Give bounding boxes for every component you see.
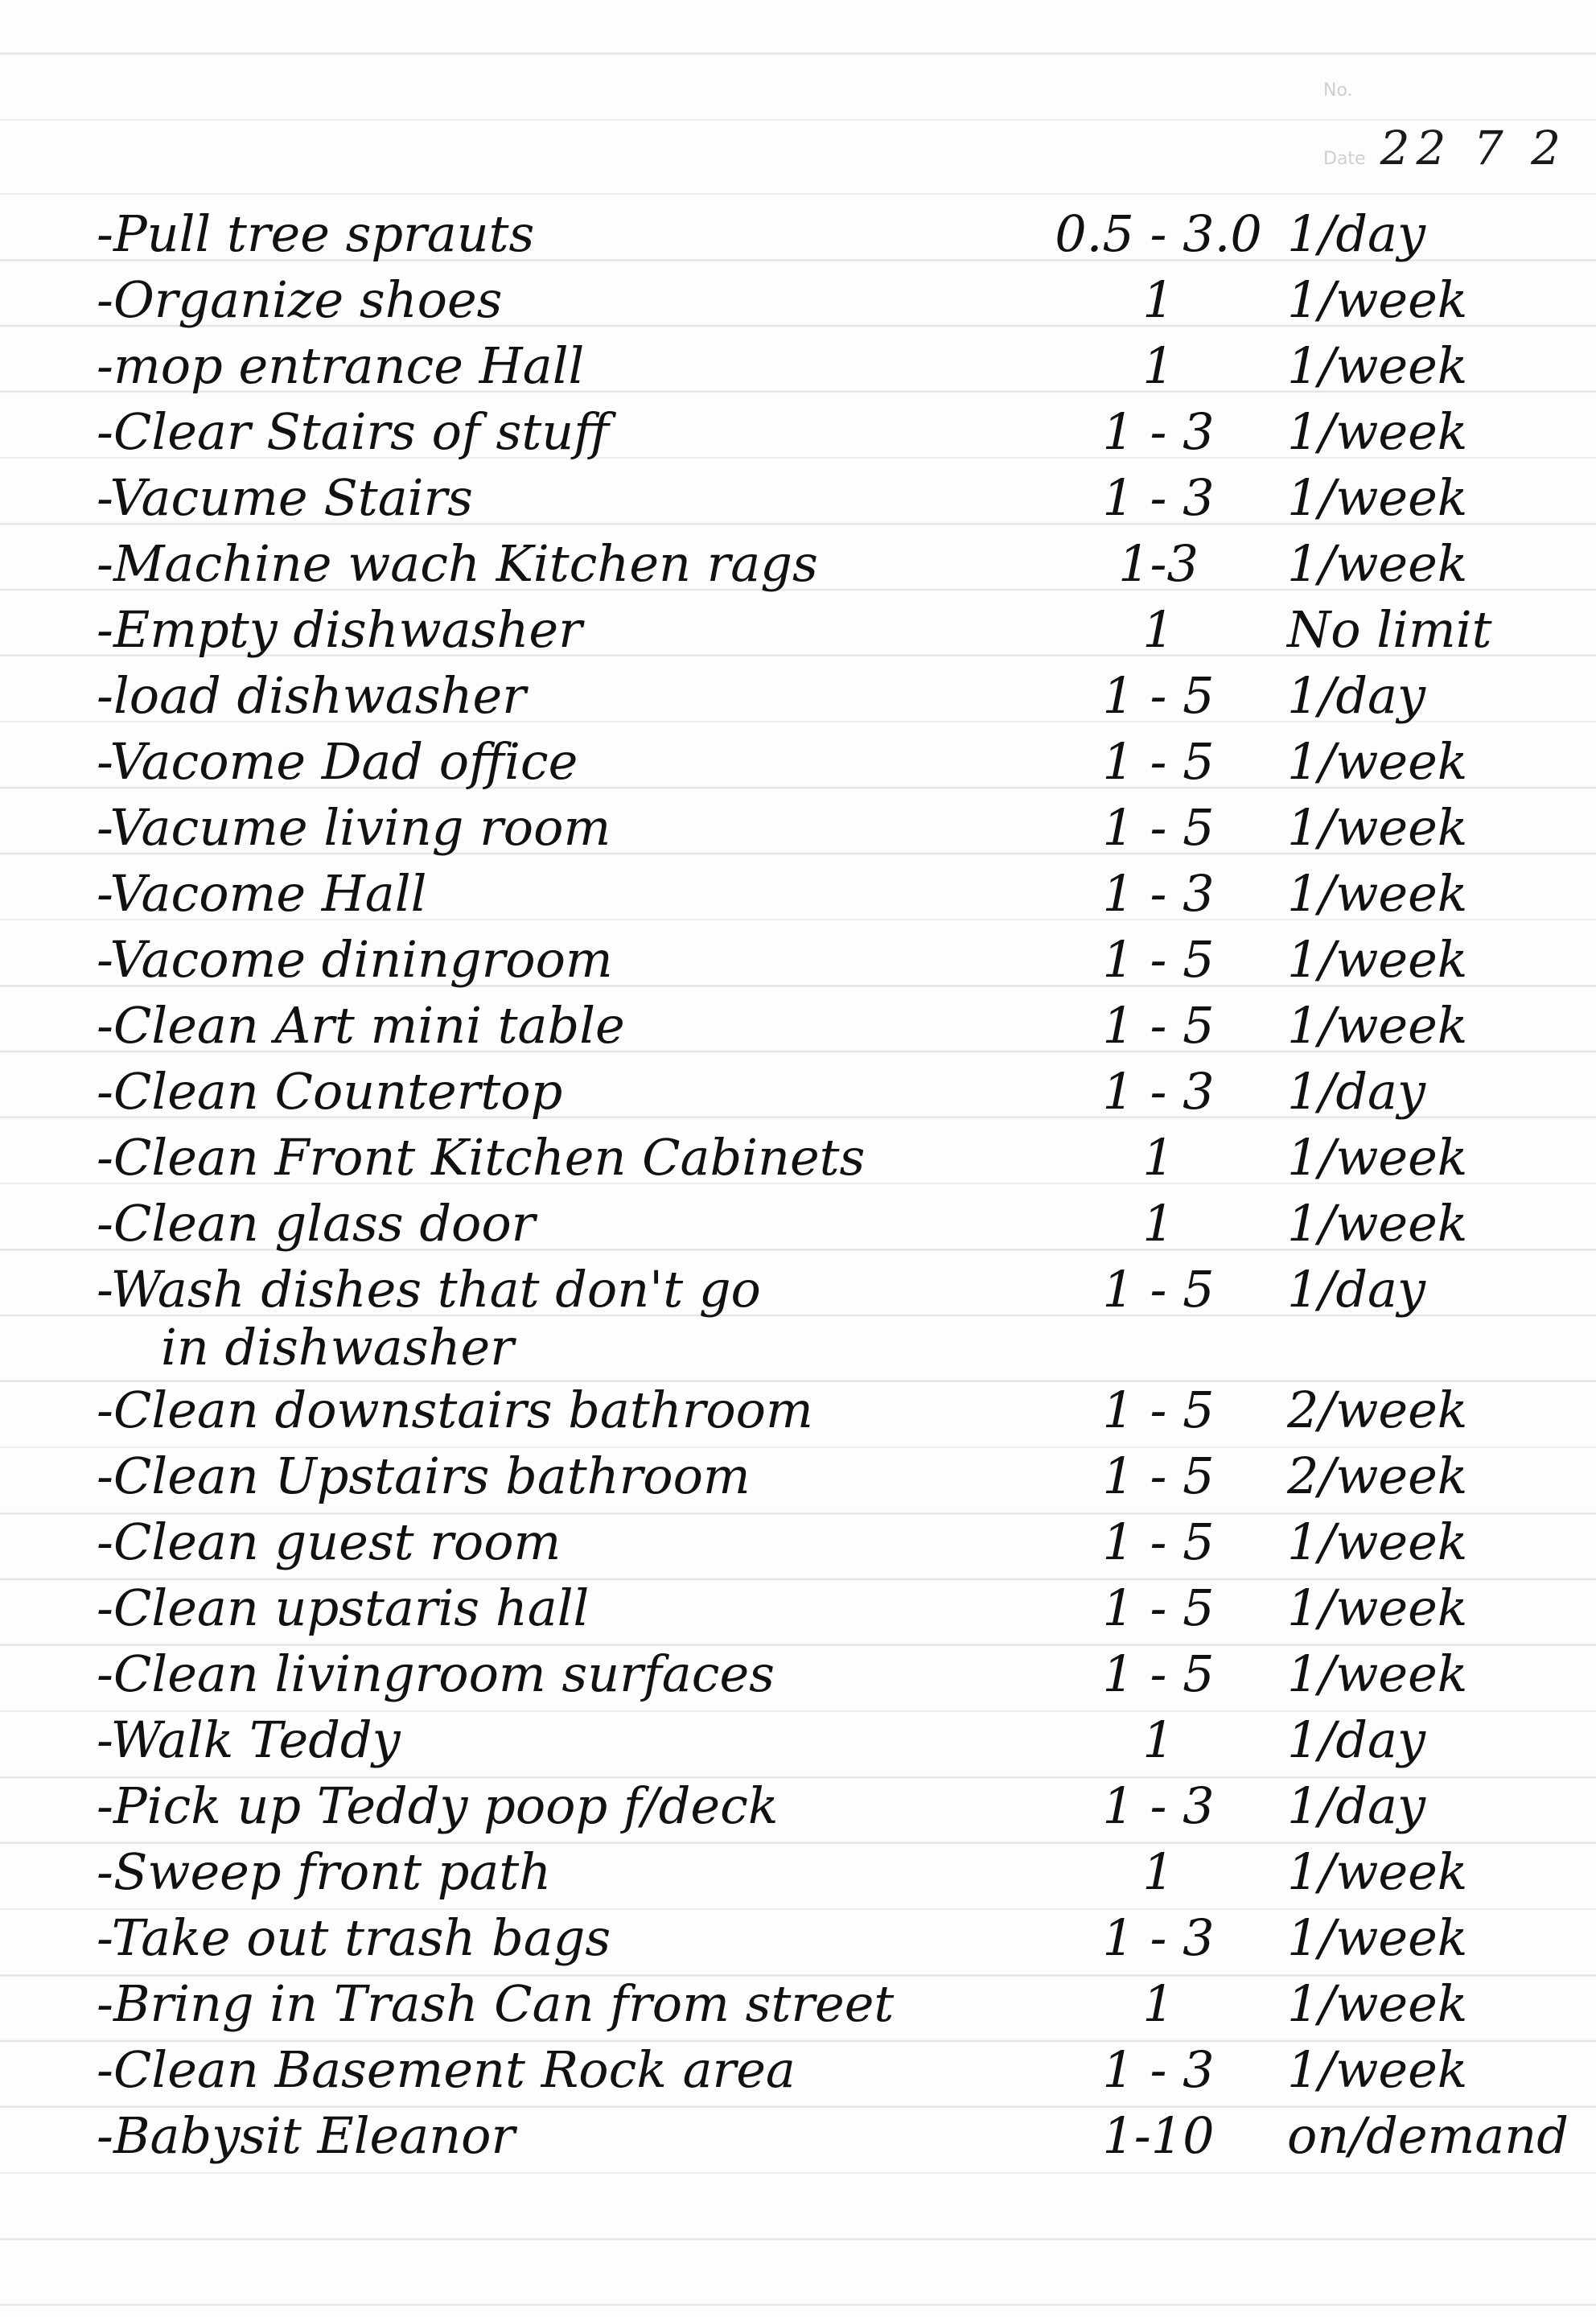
chore-frequency: 1/week <box>1287 270 1468 329</box>
chore-task-continuation: in dishwasher <box>161 1318 514 1377</box>
chore-duration: 0.5 - 3.0 <box>1055 204 1262 263</box>
chore-task <box>97 337 584 395</box>
chore-frequency: 2/week <box>1287 1381 1468 1439</box>
date-field <box>1323 121 1567 175</box>
chore-task-text: -Clean Basement Rock area <box>97 2040 796 2099</box>
chore-row <box>97 1129 1577 1195</box>
chore-frequency: 1/week <box>1287 402 1468 461</box>
chore-duration: 1 - 5 <box>1102 732 1215 791</box>
chore-task-text: -mop entrance Hall <box>97 336 585 395</box>
chore-frequency: 1/week <box>1287 930 1468 989</box>
chore-duration: 1-10 <box>1102 2106 1215 2165</box>
chore-task-text: -Clean Countertop <box>97 1062 563 1121</box>
chore-task <box>97 1063 562 1121</box>
chore-task-text: -Clean Art mini table <box>97 996 625 1055</box>
chore-task <box>97 1909 611 1967</box>
chore-duration: 1 - 5 <box>1102 1644 1215 1703</box>
chore-task-text: -Organize shoes <box>97 270 503 329</box>
chore-row <box>97 535 1577 601</box>
chore-task <box>97 1513 561 1571</box>
chore-task-text: -Vacome Dad office <box>97 732 578 791</box>
chore-frequency: 1/day <box>1287 666 1426 725</box>
chore-row <box>97 931 1577 997</box>
chore-row <box>97 1711 1577 1777</box>
chore-task-text: -Babysit Eleanor <box>97 2106 516 2165</box>
chore-row <box>97 469 1577 535</box>
chore-task-text: -Vacome Hall <box>97 864 427 923</box>
chore-row <box>97 1975 1577 2041</box>
chore-duration: 1 <box>1142 1194 1174 1253</box>
chore-frequency: 1/day <box>1287 1776 1426 1835</box>
chore-duration: 1 <box>1142 600 1174 659</box>
chore-duration: 1 <box>1142 1128 1174 1187</box>
chore-row <box>97 2041 1577 2107</box>
chore-row <box>97 601 1577 667</box>
chore-task-text: -Bring in Trash Can from street <box>97 1974 895 2033</box>
chore-task-text: -Vacume living room <box>97 798 611 857</box>
chore-frequency: 1/day <box>1287 1062 1426 1121</box>
chore-duration: 1 - 3 <box>1102 864 1215 923</box>
chore-frequency: 1/week <box>1287 798 1468 857</box>
chore-row <box>97 667 1577 733</box>
chore-task-text: -Clean Upstairs bathroom <box>97 1447 751 1505</box>
chore-task <box>97 1777 778 1835</box>
chore-task <box>97 1843 551 1901</box>
chore-duration: 1 - 5 <box>1102 798 1215 857</box>
chore-task-text: -Wash dishes that don't go <box>97 1260 761 1319</box>
chore-row <box>97 1579 1577 1645</box>
chore-frequency: 1/week <box>1287 2040 1468 2099</box>
chore-row <box>97 337 1577 403</box>
chore-task <box>97 271 502 329</box>
chore-frequency: 1/week <box>1287 864 1468 923</box>
chore-task <box>97 469 473 527</box>
chore-row <box>97 997 1577 1063</box>
chore-duration: 1 - 3 <box>1102 2040 1215 2099</box>
chore-frequency: 1/week <box>1287 1644 1468 1703</box>
chore-row <box>97 865 1577 931</box>
chore-task-text: -Clean livingroom surfaces <box>97 1644 775 1703</box>
date-label: Date <box>1323 149 1366 169</box>
chore-duration: 1 <box>1142 1842 1174 1901</box>
chore-duration: 1 <box>1142 1710 1174 1769</box>
chore-row <box>97 403 1577 469</box>
chore-duration: 1-3 <box>1118 534 1199 593</box>
chore-frequency: 1/week <box>1287 1908 1468 1967</box>
chore-duration: 1 - 3 <box>1102 402 1215 461</box>
chore-row <box>97 1645 1577 1711</box>
chore-duration: 1 - 5 <box>1102 996 1215 1055</box>
chore-frequency: 1/day <box>1287 1710 1426 1769</box>
chore-task <box>97 799 611 857</box>
chore-task-text: -Vacome diningroom <box>97 930 613 989</box>
chore-task-text: -Walk Teddy <box>97 1710 401 1769</box>
chore-task <box>97 865 426 923</box>
date-value: 22 7 2 <box>1380 121 1568 175</box>
chore-frequency: 1/day <box>1287 1260 1426 1319</box>
chore-frequency: 1/week <box>1287 468 1468 527</box>
chore-task-text: -Take out trash bags <box>97 1908 611 1967</box>
chore-duration: 1 - 3 <box>1102 1908 1215 1967</box>
chore-task <box>97 1195 535 1253</box>
chore-frequency: 1/day <box>1287 204 1426 263</box>
chore-task <box>97 1129 865 1187</box>
chore-task <box>97 1381 813 1439</box>
chore-row <box>97 1513 1577 1579</box>
chore-task <box>97 2041 796 2099</box>
chore-task-text: -Clean Front Kitchen Cabinets <box>97 1128 866 1187</box>
chore-frequency: 1/week <box>1287 1842 1468 1901</box>
chore-frequency: 1/week <box>1287 336 1468 395</box>
chore-frequency: 1/week <box>1287 1194 1468 1253</box>
chore-duration: 1 - 5 <box>1102 1381 1215 1439</box>
chore-frequency: No limit <box>1287 600 1492 659</box>
chore-task-text: -Clear Stairs of stuff <box>97 402 610 461</box>
chore-task <box>97 205 534 263</box>
chore-task-text: -Machine wach Kitchen rags <box>97 534 818 593</box>
chore-task <box>97 535 818 593</box>
chore-frequency: 1/week <box>1287 1512 1468 1571</box>
chore-frequency: 1/week <box>1287 1128 1468 1187</box>
chore-row <box>97 205 1577 271</box>
chore-task <box>97 601 582 659</box>
chore-row <box>97 1261 1577 1381</box>
chore-task <box>97 1975 894 2033</box>
chore-row <box>97 2107 1577 2173</box>
chore-list <box>97 205 1577 2173</box>
chore-row <box>97 271 1577 337</box>
chore-task-text: -Clean downstairs bathroom <box>97 1381 813 1439</box>
page-number-label: No. <box>1323 80 1353 101</box>
chore-task-text: -load dishwasher <box>97 666 526 725</box>
chore-frequency: on/demand <box>1287 2106 1569 2165</box>
chore-task-text: -Pull tree sprauts <box>97 204 535 263</box>
chore-duration: 1 <box>1142 1974 1174 2033</box>
chore-row <box>97 799 1577 865</box>
chore-duration: 1 - 5 <box>1102 930 1215 989</box>
chore-row <box>97 1909 1577 1975</box>
chore-task <box>97 1579 589 1637</box>
chore-task <box>97 997 625 1055</box>
chore-frequency: 1/week <box>1287 996 1468 1055</box>
chore-row <box>97 1381 1577 1447</box>
chore-duration: 1 - 5 <box>1102 1512 1215 1571</box>
chore-task-text: -Vacume Stairs <box>97 468 473 527</box>
chore-row <box>97 1777 1577 1843</box>
chore-frequency: 1/week <box>1287 732 1468 791</box>
chore-task <box>97 2107 515 2165</box>
chore-duration: 1 - 3 <box>1102 468 1215 527</box>
chore-task-text: -Clean glass door <box>97 1194 536 1253</box>
chore-task <box>97 1711 401 1769</box>
chore-task <box>97 403 609 461</box>
chore-task-text: -Pick up Teddy poop f/deck <box>97 1776 779 1835</box>
chore-duration: 1 - 5 <box>1102 666 1215 725</box>
chore-frequency: 2/week <box>1287 1447 1468 1505</box>
chore-row <box>97 1447 1577 1513</box>
chore-duration: 1 - 3 <box>1102 1062 1215 1121</box>
chore-task <box>97 667 526 725</box>
chore-frequency: 1/week <box>1287 1974 1468 2033</box>
chore-frequency: 1/week <box>1287 1578 1468 1637</box>
chore-duration: 1 - 5 <box>1102 1260 1215 1319</box>
chore-duration: 1 <box>1142 270 1174 329</box>
chore-task <box>97 931 613 989</box>
chore-duration: 1 <box>1142 336 1174 395</box>
chore-task <box>97 1645 775 1703</box>
chore-row <box>97 1063 1577 1129</box>
chore-row <box>97 733 1577 799</box>
chore-task <box>97 1261 761 1377</box>
chore-frequency: 1/week <box>1287 534 1468 593</box>
chore-row <box>97 1195 1577 1261</box>
chore-task-text: -Clean guest room <box>97 1512 561 1571</box>
chore-duration: 1 - 3 <box>1102 1776 1215 1835</box>
chore-row <box>97 1843 1577 1909</box>
chore-task-text: -Sweep front path <box>97 1842 552 1901</box>
chore-task <box>97 1447 751 1505</box>
chore-duration: 1 - 5 <box>1102 1578 1215 1637</box>
chore-duration: 1 - 5 <box>1102 1447 1215 1505</box>
chore-task <box>97 733 578 791</box>
chore-task-text: -Empty dishwasher <box>97 600 582 659</box>
chore-task-text: -Clean upstaris hall <box>97 1578 590 1637</box>
